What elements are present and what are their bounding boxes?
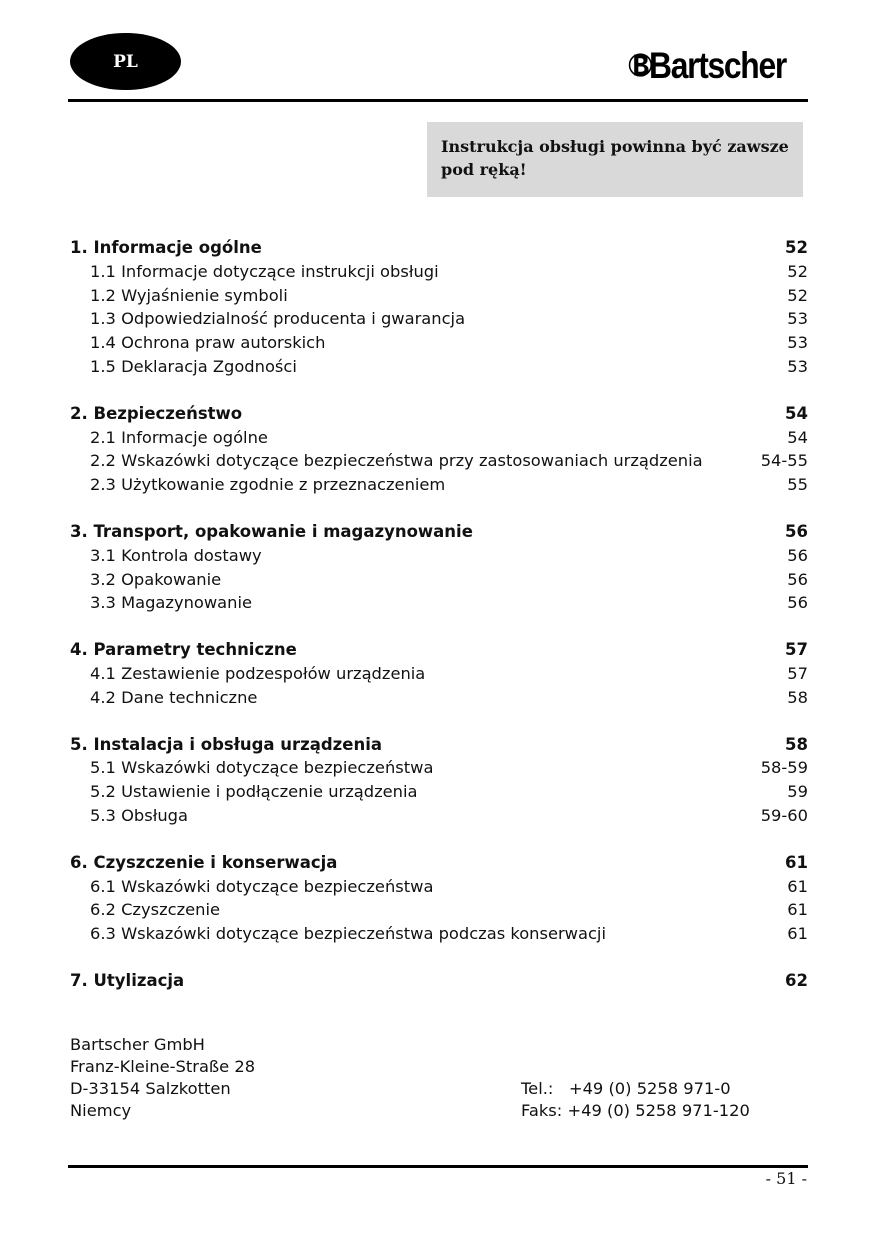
toc-chapter-row[interactable]: [70, 733, 808, 757]
toc-section: [70, 969, 808, 993]
toc-subsection-row[interactable]: [70, 260, 808, 284]
toc-subsection-row[interactable]: [70, 686, 808, 710]
toc-entry-page: 54-55: [760, 451, 808, 471]
toc-entry-page: 56: [787, 545, 808, 565]
fax-number: +49 (0) 5258 971-120: [567, 1101, 750, 1120]
toc-chapter-row[interactable]: [70, 638, 808, 662]
toc-entry-page: 58-59: [760, 758, 808, 778]
toc-entry-title: 3.2 Opakowanie: [90, 569, 222, 589]
toc-entry-title: 6.1 Wskazówki dotyczące bezpieczeństwa: [90, 876, 434, 896]
footer-divider: [68, 1165, 808, 1168]
toc-entry-title: 5.2 Ustawienie i podłączenie urządzenia: [90, 782, 418, 802]
phone-number: +49 (0) 5258 971-0: [568, 1079, 731, 1098]
toc-entry-title: 3.3 Magazynowanie: [90, 593, 253, 613]
toc-chapter-row[interactable]: [70, 236, 808, 260]
toc-entry-page: 62: [785, 970, 808, 990]
toc-entry-title: 1.2 Wyjaśnienie symboli: [90, 285, 288, 305]
toc-entry-page: 56: [787, 569, 808, 589]
toc-entry-page: 56: [787, 593, 808, 613]
toc-section: [70, 402, 808, 497]
toc-entry-title: 1.4 Ochrona praw autorskich: [90, 333, 326, 353]
phone-label: Tel.:: [521, 1079, 554, 1098]
bartscher-logo: [628, 37, 808, 93]
toc-entry-page: 59: [787, 782, 808, 802]
toc-subsection-row[interactable]: [70, 307, 808, 331]
company-street: Franz-Kleine-Straße 28: [70, 1057, 256, 1076]
toc-section: [70, 851, 808, 946]
toc-subsection-row[interactable]: [70, 662, 808, 686]
toc-chapter-row[interactable]: [70, 520, 808, 544]
toc-subsection-row[interactable]: [70, 426, 808, 450]
toc-entry-title: 2. Bezpieczeństwo: [70, 403, 243, 423]
toc-entry-title: 1. Informacje ogólne: [70, 238, 262, 257]
fax-line: [521, 1100, 750, 1122]
toc-entry-page: 52: [787, 261, 808, 281]
toc-entry-page: 54: [785, 403, 808, 423]
toc-entry-page: 57: [787, 663, 808, 683]
toc-entry-title: 4.2 Dane techniczne: [90, 687, 258, 707]
toc-entry-page: 53: [787, 356, 808, 376]
toc-entry-page: 56: [785, 521, 808, 541]
toc-subsection-row[interactable]: [70, 756, 808, 780]
toc-entry-page: 58: [787, 687, 808, 707]
phone-line: [521, 1078, 750, 1100]
toc-chapter-row[interactable]: [70, 969, 808, 993]
toc-subsection-row[interactable]: [70, 875, 808, 899]
toc-subsection-row[interactable]: [70, 804, 808, 828]
toc-subsection-row[interactable]: [70, 449, 808, 473]
toc-entry-page: 52: [785, 238, 808, 257]
company-contact: [521, 1078, 750, 1122]
toc-entry-title: 3. Transport, opakowanie i magazynowanie: [70, 521, 473, 541]
toc-section: [70, 733, 808, 828]
toc-subsection-row[interactable]: [70, 591, 808, 615]
toc-section: [70, 520, 808, 615]
toc-entry-page: 54: [787, 427, 808, 447]
company-city: D-33154 Salzkotten: [70, 1079, 231, 1098]
toc-entry-title: 6.3 Wskazówki dotyczące bezpieczeństwa podczas konserwacji: [90, 924, 606, 944]
table-of-contents: [70, 236, 808, 1016]
toc-entry-title: 6.2 Czyszczenie: [90, 900, 221, 920]
toc-entry-title: 5. Instalacja i obsługa urządzenia: [70, 734, 383, 754]
toc-entry-title: 2.2 Wskazówki dotyczące bezpieczeństwa przy zastosowaniach urządzenia: [90, 451, 703, 471]
language-badge-label: PL: [113, 51, 138, 72]
toc-entry-title: 4. Parametry techniczne: [70, 640, 297, 660]
company-name: Bartscher GmbH: [70, 1035, 205, 1054]
toc-entry-title: 2.1 Informacje ogólne: [90, 427, 268, 447]
toc-entry-page: 57: [785, 640, 808, 660]
header-divider: [68, 99, 808, 102]
company-country: Niemcy: [70, 1101, 132, 1120]
toc-entry-page: 61: [785, 852, 808, 872]
page-number: - 51 -: [765, 1169, 807, 1188]
toc-subsection-row[interactable]: [70, 355, 808, 379]
language-badge: [70, 33, 181, 90]
toc-section: [70, 638, 808, 709]
toc-entry-title: 5.3 Obsługa: [90, 805, 188, 825]
toc-entry-title: 4.1 Zestawienie podzespołów urządzenia: [90, 663, 426, 683]
toc-entry-title: 7. Utylizacja: [70, 970, 185, 990]
toc-entry-title: 2.3 Użytkowanie zgodnie z przeznaczeniem: [90, 475, 446, 495]
toc-subsection-row[interactable]: [70, 780, 808, 804]
toc-entry-page: 53: [787, 333, 808, 353]
company-address: [70, 1034, 255, 1122]
toc-entry-title: 3.1 Kontrola dostawy: [90, 545, 262, 565]
toc-subsection-row[interactable]: [70, 898, 808, 922]
toc-entry-page: 61: [787, 900, 808, 920]
toc-section: [70, 236, 808, 379]
toc-entry-page: 53: [787, 309, 808, 329]
toc-entry-title: 1.1 Informacje dotyczące instrukcji obsługi: [90, 261, 439, 281]
toc-chapter-row[interactable]: [70, 851, 808, 875]
toc-entry-page: 61: [787, 924, 808, 944]
toc-subsection-row[interactable]: [70, 284, 808, 308]
fax-label: Faks:: [521, 1101, 563, 1120]
notice-box: [427, 122, 803, 197]
notice-text: Instrukcja obsługi powinna być zawsze pod ręką!: [441, 137, 789, 179]
toc-entry-title: 1.5 Deklaracja Zgodności: [90, 356, 297, 376]
toc-subsection-row[interactable]: [70, 473, 808, 497]
brand-name: Bartscher: [648, 44, 786, 86]
toc-subsection-row[interactable]: [70, 922, 808, 946]
toc-subsection-row[interactable]: [70, 331, 808, 355]
toc-entry-page: 58: [785, 734, 808, 754]
toc-entry-page: 59-60: [760, 805, 808, 825]
toc-entry-page: 61: [787, 876, 808, 896]
toc-subsection-row[interactable]: [70, 544, 808, 568]
toc-entry-title: 6. Czyszczenie i konserwacja: [70, 852, 338, 872]
toc-entry-title: 5.1 Wskazówki dotyczące bezpieczeństwa: [90, 758, 434, 778]
toc-entry-page: 52: [787, 285, 808, 305]
toc-entry-title: 1.3 Odpowiedzialność producenta i gwarancja: [90, 309, 466, 329]
toc-chapter-row[interactable]: [70, 402, 808, 426]
toc-entry-page: 55: [787, 475, 808, 495]
toc-subsection-row[interactable]: [70, 568, 808, 592]
